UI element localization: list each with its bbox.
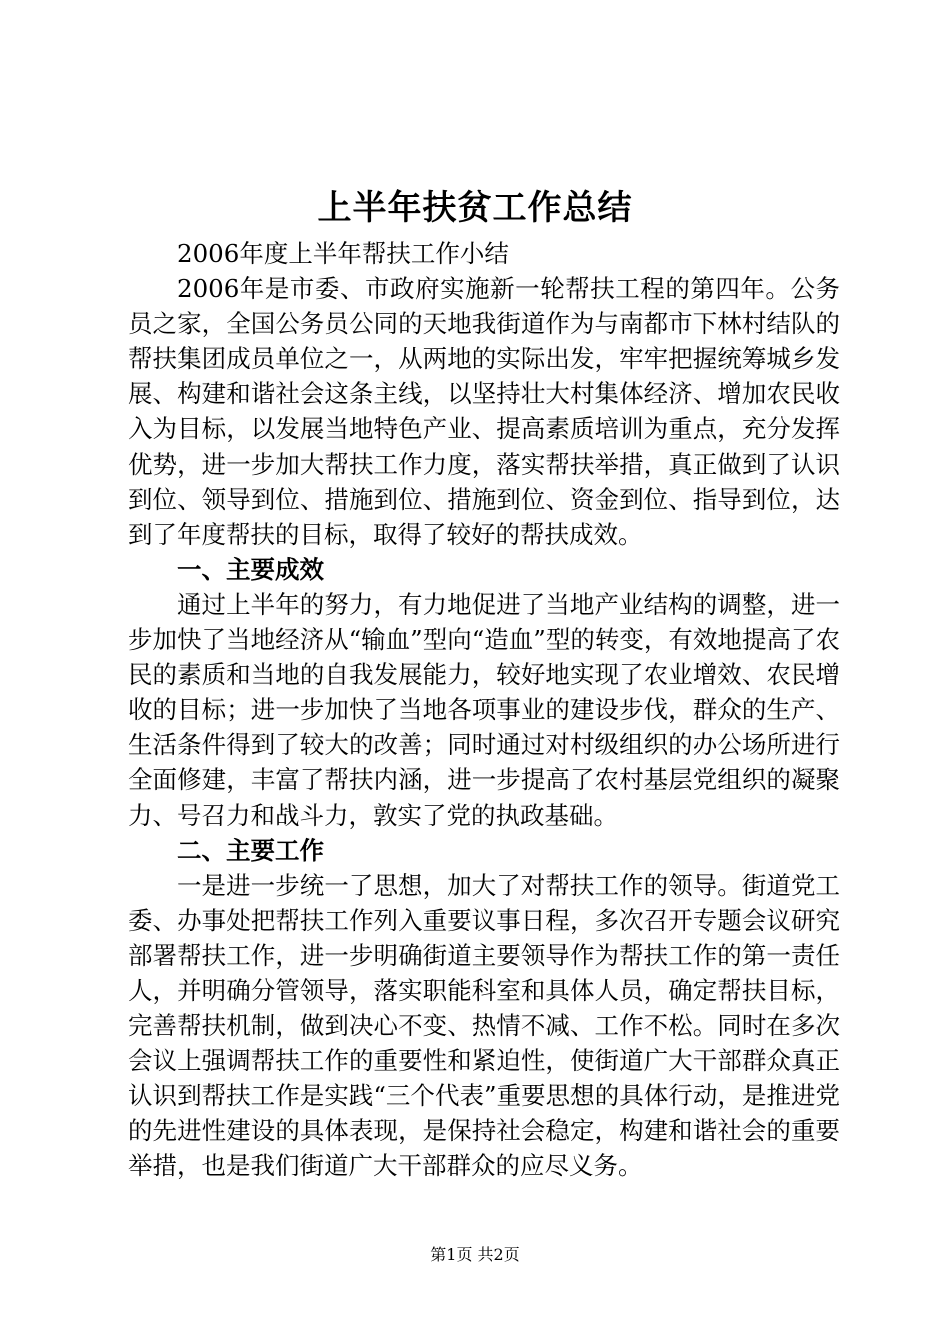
page-footer: 第1页 共2页 [430,1245,520,1264]
results-paragraph: 通过上半年的努力，有力地促进了当地产业结构的调整，进一步加快了当地经济从“输血”型向“造血”型的转变，有效地提高了农民的素质和当地的自我发展能力，较好地实现了农业增效、农民增收的目标；进一步加快了当地各项事业的建设步伐，群众的生产、生活条件得到了较大的改善；同时通过对村级组织的办公场所进行全面修建，丰富了帮扶内涵，进一步提高了农村基层党组织的凝聚力、号召力和战斗力，敦实了党的执政基础。 [128,589,840,830]
intro-paragraph: 2006年是市委、市政府实施新一轮帮扶工程的第四年。公务员之家，全国公务员公同的天地我街道作为与南都市下林村结队的帮扶集团成员单位之一，从两地的实际出发，牢牢把握统筹城乡发展、构建和谐社会这条主线，以坚持壮大村集体经济、增加农民收入为目标，以发展当地特色产业、提高素质培训为重点，充分发挥优势，进一步加大帮扶工作力度，落实帮扶举措，真正做到了认识到位、领导到位、措施到位、措施到位、资金到位、指导到位，达到了年度帮扶的目标，取得了较好的帮扶成效。 [128,274,840,549]
work-paragraph: 一是进一步统一了思想，加大了对帮扶工作的领导。街道党工委、办事处把帮扶工作列入重要议事日程，多次召开专题会议研究部署帮扶工作，进一步明确街道主要领导作为帮扶工作的第一责任人，并明确分管领导，落实职能科室和具体人员，确定帮扶目标，完善帮扶机制，做到决心不变、热情不减、工作不松。同时在多次会议上强调帮扶工作的重要性和紧迫性，使街道广大干部群众真正认识到帮扶工作是实践“三个代表”重要思想的具体行动，是推进党的先进性建设的具体表现，是保持社会稳定，构建和谐社会的重要举措，也是我们街道广大干部群众的应尽义务。 [128,870,840,1181]
document-title: 上半年扶贫工作总结 [317,188,633,228]
document-body [128,236,840,1184]
subtitle-paragraph: 2006年度上半年帮扶工作小结 [177,239,509,268]
section-heading-work: 二、主要工作 [177,835,324,865]
section-heading-results: 一、主要成效 [177,554,324,584]
